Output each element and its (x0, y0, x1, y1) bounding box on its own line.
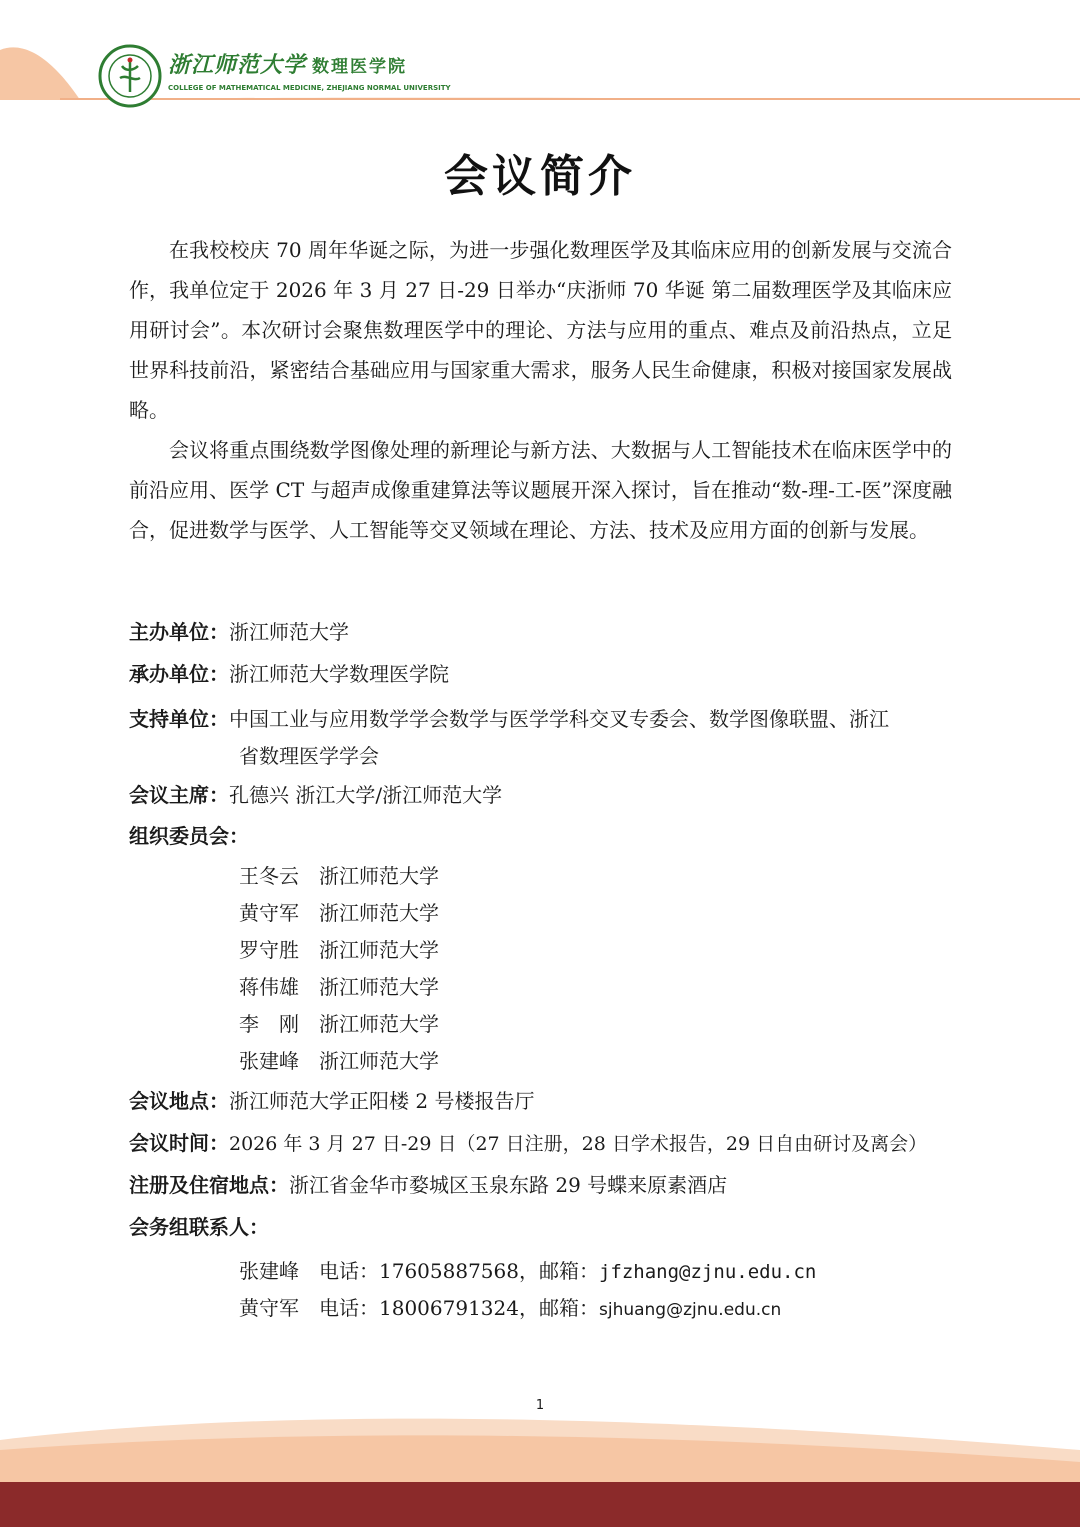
organizer-value: 浙江师范大学数理医学院 (229, 662, 449, 686)
member-name: 罗守胜 (239, 938, 299, 962)
committee-member (239, 897, 439, 926)
intro-paragraph: 在我校校庆 70 周年华诞之际，为进一步强化数理医学及其临床应用的创新发展与交流合作，我单位定于 2026 年 3 月 27 日-29 日举办“庆浙师 70 华诞 第二届数理医学及其临床应用研讨会”。本次研讨会聚焦数理医学中的理论、方法与应用的重点、难点及前沿热点，立足世界科技前沿，紧密结合基础应用与国家重大需求，服务人民生命健康，积极对接国家发展战略。 (129, 238, 952, 422)
page-number: 1 (535, 1398, 545, 1413)
footer-wave-decoration (0, 1410, 1080, 1527)
intro-body (129, 230, 952, 550)
contact-phone: 电话：17605887568， (319, 1259, 539, 1283)
member-name: 蒋伟雄 (239, 975, 299, 999)
support-label: 支持单位： (129, 707, 229, 731)
committee-row (129, 821, 959, 851)
venue-row (129, 1086, 959, 1116)
time-label: 会议时间： (129, 1131, 229, 1155)
chair-label: 会议主席： (129, 783, 229, 807)
contact-name: 黄守军 (239, 1296, 299, 1320)
committee-member (239, 934, 439, 963)
time-row (129, 1128, 959, 1159)
host-row (129, 617, 959, 647)
member-name: 黄守军 (239, 901, 299, 925)
member-name: 张建峰 (239, 1049, 299, 1073)
support-row (129, 701, 959, 775)
hotel-row (129, 1170, 959, 1200)
member-org: 浙江师范大学 (319, 1049, 439, 1073)
hotel-label: 注册及住宿地点： (129, 1173, 289, 1197)
member-org: 浙江师范大学 (319, 1012, 439, 1036)
contact-person (239, 1292, 781, 1321)
college-logo (98, 44, 451, 110)
contacts-label: 会务组联系人： (129, 1215, 269, 1239)
member-org: 浙江师范大学 (319, 938, 439, 962)
chair-value: 孔德兴 浙江大学/浙江师范大学 (229, 783, 503, 807)
organizer-row (129, 659, 959, 689)
hotel-value: 浙江省金华市婺城区玉泉东路 29 号蝶来原素酒店 (289, 1173, 728, 1197)
chair-row (129, 780, 959, 810)
support-value-cont: 省数理医学学会 (239, 744, 379, 768)
contact-email-label: 邮箱： (538, 1259, 599, 1283)
organizer-label: 承办单位： (129, 662, 229, 686)
contact-phone: 电话：18006791324， (319, 1296, 539, 1320)
contact-email-label: 邮箱： (538, 1296, 599, 1320)
contact-person (239, 1255, 816, 1284)
logo-english-name: COLLEGE OF MATHEMATICAL MEDICINE, ZHEJIANG NORMAL UNIVERSITY (168, 84, 451, 92)
committee-member (239, 971, 439, 1000)
host-label: 主办单位： (129, 620, 229, 644)
member-org: 浙江师范大学 (319, 901, 439, 925)
university-seal-icon (98, 44, 162, 108)
contact-name: 张建峰 (239, 1259, 299, 1283)
contact-email[interactable]: jfzhang@zjnu.edu.cn (598, 1261, 817, 1283)
venue-label: 会议地点： (129, 1089, 229, 1113)
member-name: 王冬云 (239, 864, 299, 888)
committee-member (239, 1008, 439, 1037)
page-title: 会议简介 (444, 151, 636, 202)
support-value: 中国工业与应用数学学会数学与医学学科交叉专委会、数学图像联盟、浙江 (229, 707, 889, 731)
member-org: 浙江师范大学 (319, 864, 439, 888)
contacts-row (129, 1212, 959, 1242)
committee-member (239, 860, 439, 889)
committee-member (239, 1045, 439, 1074)
member-org: 浙江师范大学 (319, 975, 439, 999)
contact-email[interactable]: sjhuang@zjnu.edu.cn (598, 1300, 782, 1320)
member-name: 李 刚 (239, 1012, 299, 1036)
host-value: 浙江师范大学 (229, 620, 349, 644)
venue-value: 浙江师范大学正阳楼 2 号楼报告厅 (229, 1089, 535, 1113)
intro-paragraph: 会议将重点围绕数学图像处理的新理论与新方法、大数据与人工智能技术在临床医学中的前沿应用、医学 CT 与超声成像重建算法等议题展开深入探讨，旨在推动“数-理-工-医”深度融合，促进数学与医学、人工智能等交叉领域在理论、方法、技术及应用方面的创新与发展。 (129, 438, 952, 542)
logo-chinese-name: 浙江师范大学 数理医学院 (168, 52, 408, 78)
time-value: 2026 年 3 月 27 日-29 日（27 日注册，28 日学术报告，29 日自由研讨及离会） (229, 1133, 928, 1155)
committee-label: 组织委员会： (129, 824, 249, 848)
